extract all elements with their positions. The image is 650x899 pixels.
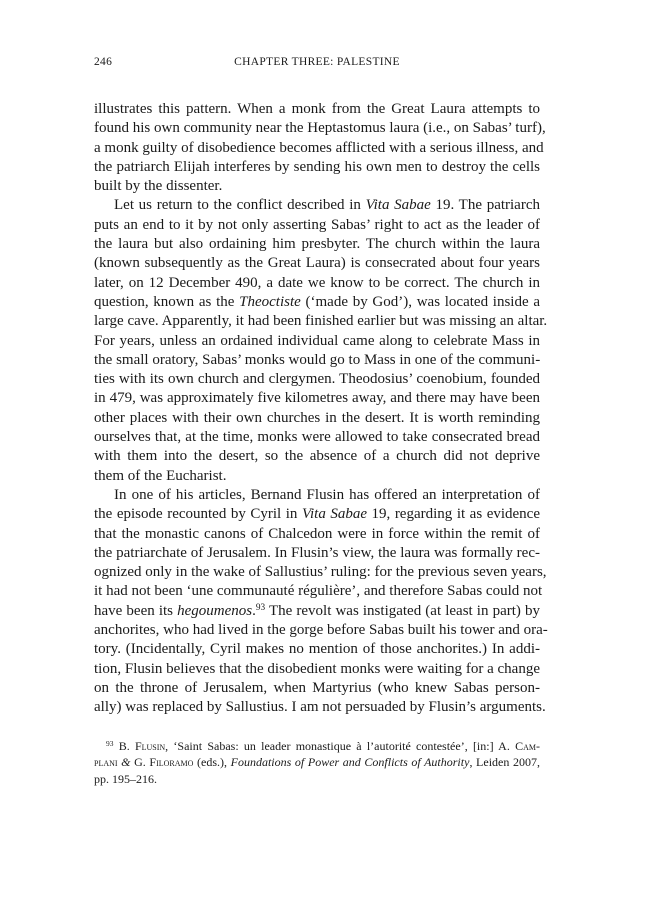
text-line: the small oratory, Sabas’ monks would go to Mass in one of the communi-: [94, 351, 541, 368]
text-line: (known subsequently as the Great Laura) is consecrated about four years: [94, 255, 540, 272]
author-name: Flusin: [134, 739, 166, 753]
footnote: [94, 738, 540, 787]
text-line: Let us return to the conflict described in Vita Sabae 19. The patriarch: [114, 197, 540, 214]
footnote-marker: 93: [106, 738, 114, 748]
text-line: For years, unless an ordained individual came along to celebrate Mass in: [94, 332, 540, 349]
text-line: anchorites, who had lived in the gorge before Sabas built his tower and ora-: [94, 622, 548, 639]
text-line: later, on 12 December 490, a date we know to be correct. The church in: [94, 274, 540, 291]
text-line: the laura but also ordaining him presbyter. The church within the laura: [94, 236, 540, 253]
text-line: built by the dissenter.: [94, 178, 223, 195]
text-line: it had not been ‘une communauté régulière’, and therefore Sabas could not: [94, 583, 543, 600]
text-line: tory. (Incidentally, Cyril makes no mention of those anchorites.) In addi-: [94, 641, 540, 658]
text-line: large cave. Apparently, it had been finished earlier but was missing an altar.: [94, 313, 548, 330]
text-line: them of the Eucharist.: [94, 467, 227, 484]
text-line: found his own community near the Heptastomus laura (i.e., on Sabas’ turf),: [94, 120, 546, 137]
author-name: Filoramo: [149, 755, 194, 770]
text-line: ally) was replaced by Sallustius. I am not persuaded by Flusin’s arguments.: [94, 699, 546, 716]
footnote-line: pp. 195–216.: [94, 771, 157, 786]
running-head: CHAPTER THREE: PALESTINE: [234, 56, 400, 68]
text-line: ourselves that, at the time, monks were allowed to take consecrated bread: [94, 429, 540, 446]
text-line: ognized only in the wake of Sallustius’ ruling: for the previous seven years,: [94, 564, 547, 581]
italic-term: hegoumenos: [177, 602, 253, 619]
text-line: that the monastic canons of Chalcedon were in force within the remit of: [94, 525, 540, 542]
text-line: the patriarchate of Jerusalem. In Flusin’s view, the laura was formally rec-: [94, 544, 540, 561]
page-number: 246: [94, 56, 113, 68]
italic-title: Vita Sabae: [365, 197, 431, 214]
footnote-line: plani & G. Filoramo (eds.), Foundations of Power and Conflicts of Authority, Leiden 2007,: [94, 755, 540, 770]
text-line: the episode recounted by Cyril in Vita Sabae 19, regarding it as evidence: [94, 506, 540, 523]
text-line: tion, Flusin believes that the disobedient monks were waiting for a change: [94, 660, 540, 677]
text-line: on the throne of Jerusalem, when Martyrius (who knew Sabas person-: [94, 679, 540, 696]
text-line: the patriarch Elijah interferes by sending his own men to destroy the cells: [94, 158, 540, 175]
text-line: In one of his articles, Bernand Flusin has offered an interpretation of: [114, 486, 540, 503]
page-header: [94, 56, 540, 74]
footnote-line: $^{93}$ B. Flusin, ‘Saint Sabas: un leader monastique à l’autorité contestée’, [in:] A. Cam-: [106, 738, 540, 753]
text-line: have been its hegoumenos.$^{93}$ The revolt was instigated (at least in part) by: [94, 602, 540, 619]
text-line: puts an end to it by not only asserting Sabas’ right to act as the leader of: [94, 216, 540, 233]
italic-term: Theoctiste: [239, 293, 301, 310]
text-line: illustrates this pattern. When a monk from the Great Laura attempts to: [94, 101, 540, 117]
text-line: question, known as the Theoctiste (‘made by God’), was located inside a: [94, 293, 541, 310]
main-text: [94, 100, 548, 718]
italic-title: Foundations of Power and Conflicts of Authority: [230, 755, 470, 770]
italic-title: Vita Sabae: [301, 506, 368, 523]
text-line: other places with their own churches in the desert. It is worth reminding: [94, 409, 540, 426]
text-line: in 479, was approximately five kilometres away, and there may have been: [94, 390, 540, 407]
text-line: ties with its own church and clergymen. Theodosius’ coenobium, founded: [94, 371, 540, 388]
text-line: a monk guilty of disobedience becomes afflicted with a serious illness, and: [94, 139, 544, 156]
text-line: with them into the desert, so the absence of a church did not deprive: [94, 448, 540, 465]
footnote-reference: 93: [255, 602, 266, 613]
